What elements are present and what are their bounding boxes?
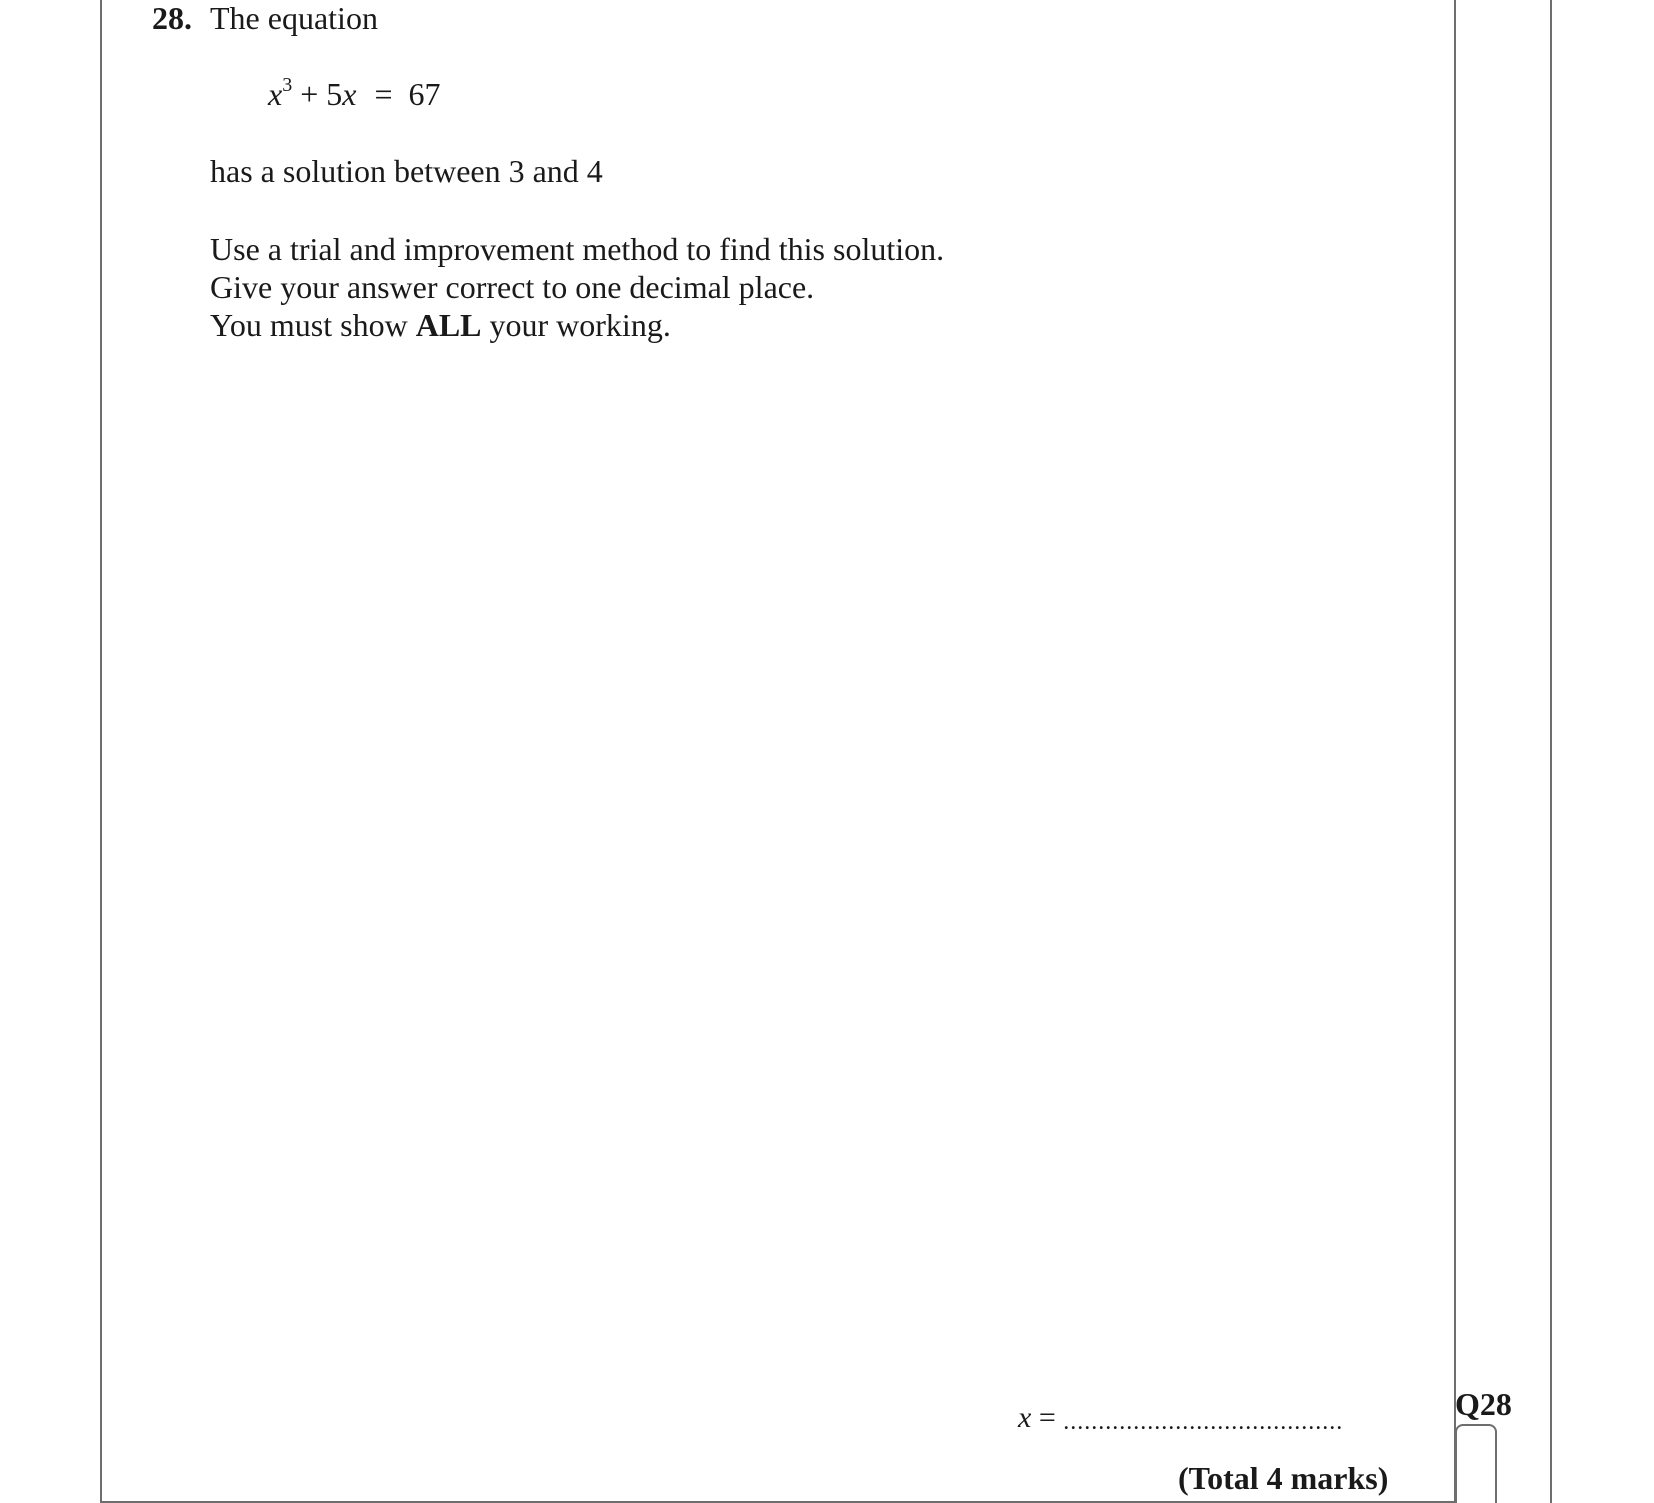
answer-equals: = [1031, 1401, 1064, 1434]
answer-line [1018, 1400, 1343, 1440]
margin-question-tag: Q28 [1455, 1386, 1512, 1422]
equation-rhs: 67 [408, 76, 441, 112]
instruction-line-1: Use a trial and improvement method to find this solution. [210, 231, 945, 267]
equation-var-x2: x [342, 76, 357, 112]
equation-exponent: 3 [282, 74, 293, 96]
answer-field[interactable]: ........................................ [1063, 1409, 1344, 1435]
equation-middle: + 5 [292, 76, 343, 112]
equation [268, 76, 441, 112]
total-marks: (Total 4 marks) [1178, 1460, 1389, 1496]
equation-equals: = [374, 76, 393, 112]
page-border-left [100, 0, 102, 1503]
question-intro: The equation [210, 0, 378, 36]
instruction-line-2: Give your answer correct to one decimal place. [210, 269, 815, 305]
question-number: 28. [152, 0, 192, 36]
instruction-line-3-bold: ALL [415, 307, 482, 343]
equation-var-x: x [268, 76, 283, 112]
instruction-line-3 [210, 306, 671, 344]
margin-line-outer [1550, 0, 1552, 1503]
instruction-line-3-suffix: your working. [481, 307, 671, 343]
instruction-line-3-prefix: You must show [210, 307, 416, 343]
answer-variable: x [1018, 1401, 1032, 1434]
solution-note: has a solution between 3 and 4 [210, 153, 603, 189]
examiner-mark-box [1455, 1424, 1497, 1503]
margin-line-inner [1454, 0, 1456, 1503]
